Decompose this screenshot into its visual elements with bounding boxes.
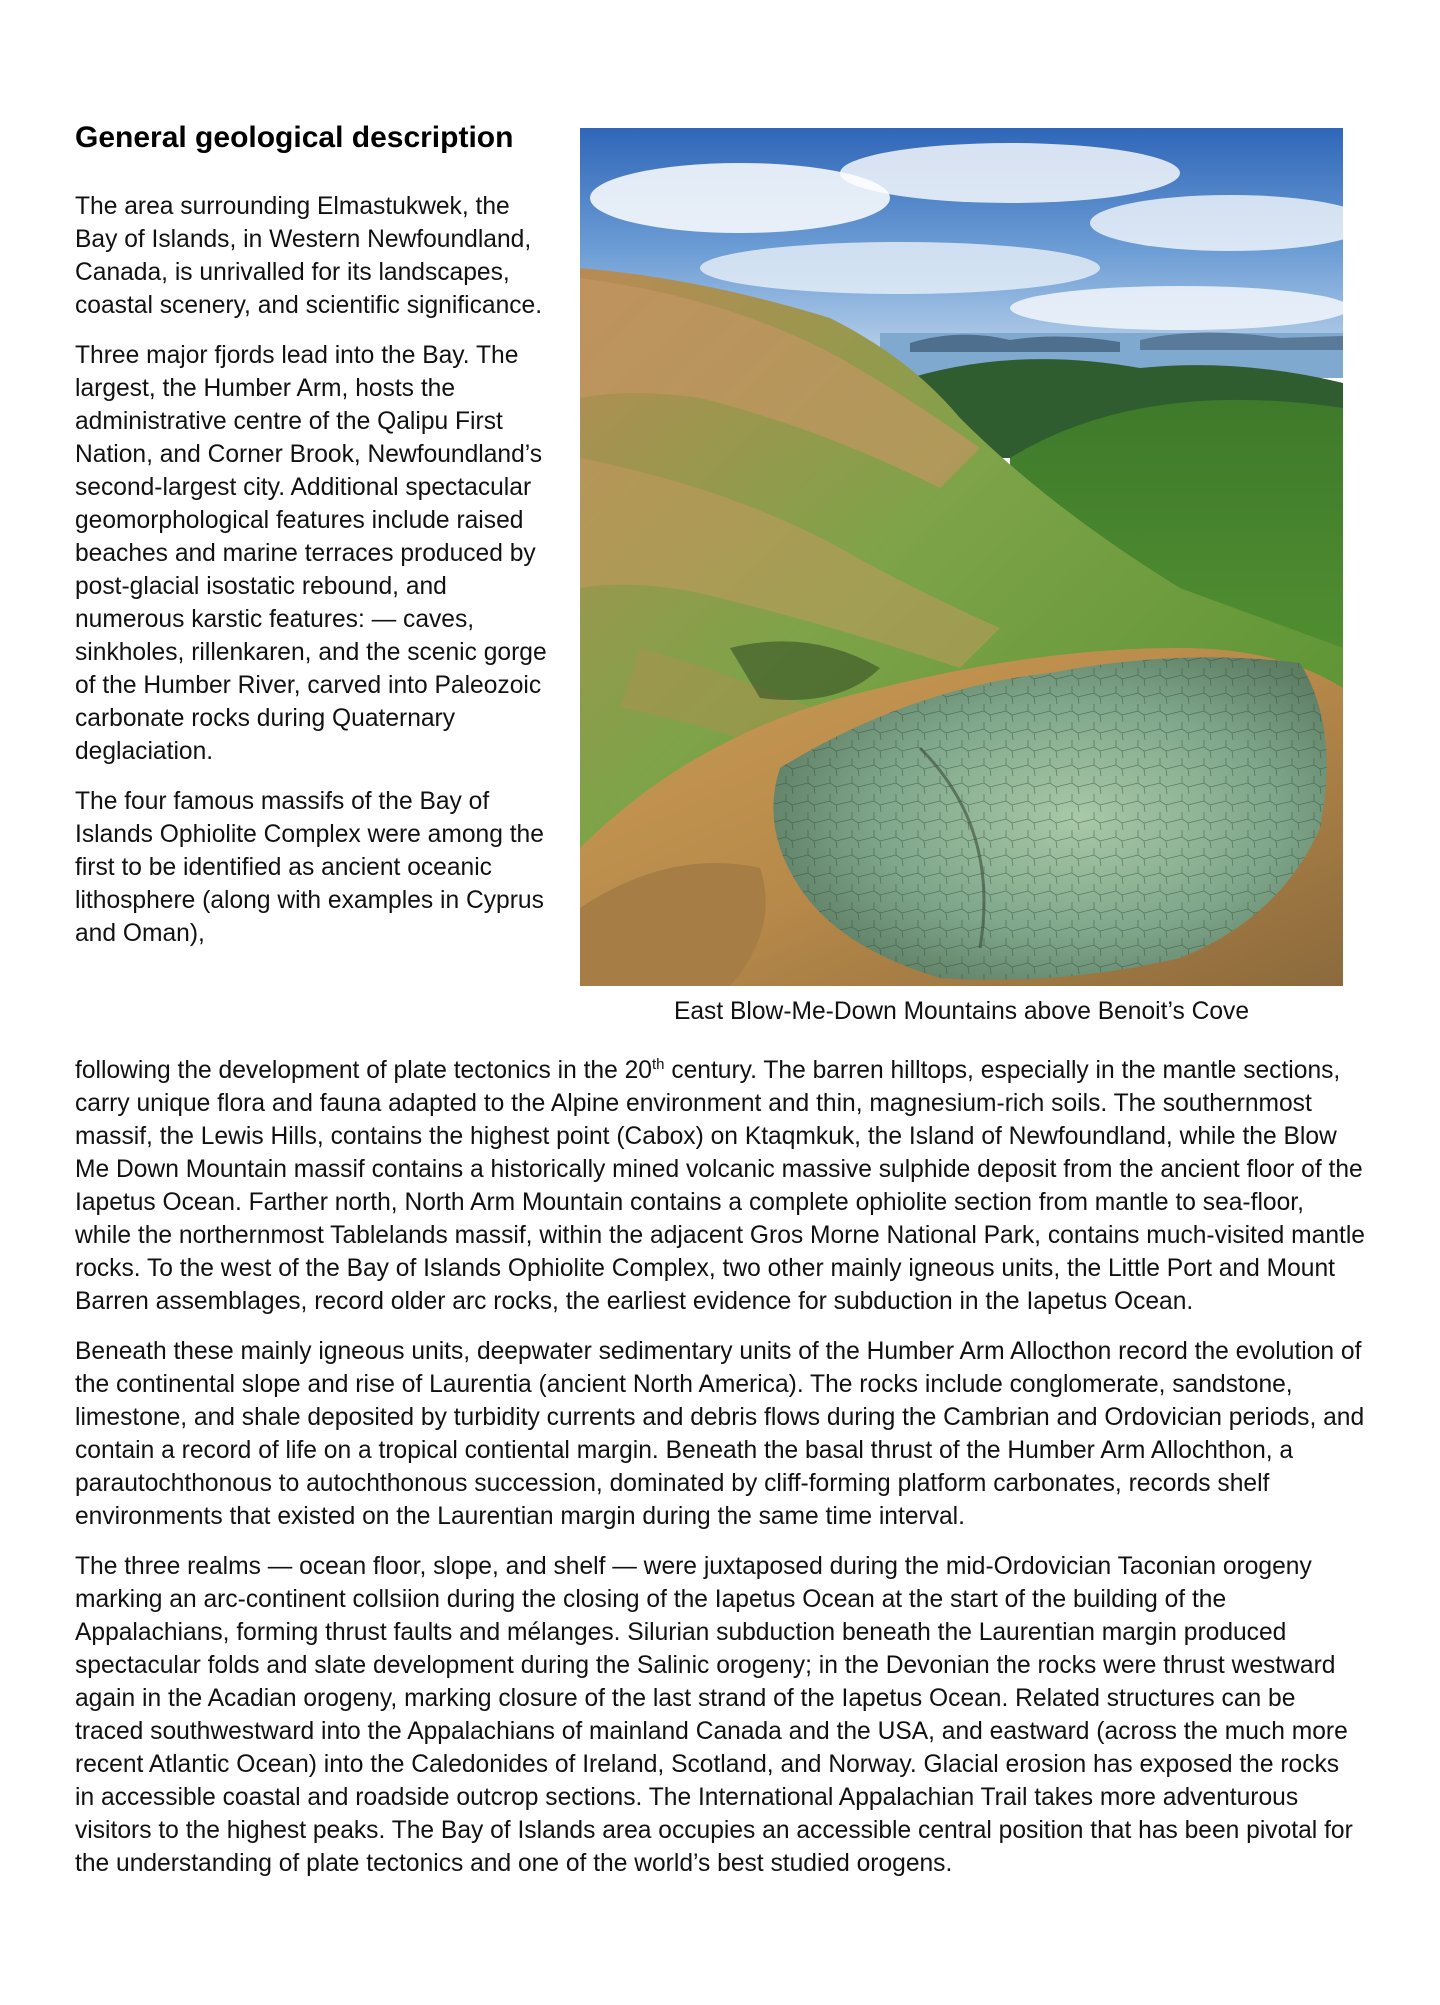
superscript: th — [651, 1055, 665, 1073]
paragraph-sedimentary: Beneath these mainly igneous units, deepwater sedimentary units of the Humber Arm Allocthon record the evolution of the continental slope and rise of Laurentia (ancient North America). The rocks include conglomerate, sandstone, limestone, and shale deposited by turbidity currents and debris flows during the Cambrian and Ordovician periods, and contain a record of life on a tropical contiental margin. Beneath the basal thrust of the Humber Arm Allochthon, a parautochthonous to autochthonous succession, dominated by cliff-forming platform carbonates, records shelf environments that existed on the Laurentian margin during the same time interval. — [75, 1338, 1365, 1530]
paragraph-intro: The area surrounding Elmastukwek, the Bay of Islands, in Western Newfoundland, Canada, is unrivalled for its landscapes, coastal scenery, and scientific significance. — [75, 193, 543, 319]
left-column — [75, 190, 550, 967]
section-heading: General geological description — [75, 121, 514, 154]
paragraph-ophiolite-lead: The four famous massifs of the Bay of Islands Ophiolite Complex were among the first to be identified as ancient oceanic lithosphere (along with examples in Cyprus and Oman), — [75, 788, 544, 947]
landscape-photo — [580, 128, 1343, 986]
paragraph-realms: The three realms — ocean floor, slope, and shelf — were juxtaposed during the mid-Ordovician Taconian orogeny marking an arc-continent collsiion during the closing of the Iapetus Ocean at the start of the building of the Appalachians, forming thrust faults and mélanges. Silurian subduction beneath the Laurentian margin produced spectacular folds and slate development during the Salinic orogeny; in the Devonian the rocks were thrust westward again in the Acadian orogeny, marking closure of the last strand of the Iapetus Ocean. Related structures can be traced southwestward into the Appalachians of mainland Canada and the USA, and eastward (across the much more recent Atlantic Ocean) into the Caledonides of Ireland, Scotland, and Norway. Glacial erosion has exposed the rocks in accessible coastal and roadside outcrop sections. The International Appalachian Trail takes more adventurous visitors to the highest peaks. The Bay of Islands area occupies an accessible central position that has been pivotal for the understanding of plate tectonics and one of the world’s best studied orogens. — [75, 1553, 1353, 1877]
landscape-figure — [580, 128, 1343, 1028]
text-span: century. The barren hilltops, especially in the mantle sections, carry unique flora and fauna adapted to the Alpine environment and thin, magnesium-rich soils. The southernmost massif, the Lewis Hills, contains the highest point (Cabox) on Ktaqmkuk, the Island of Newfoundland, while the Blow Me Down Mountain massif contains a historically mined volcanic massive sulphide deposit from the ancient floor of the Iapetus Ocean. Farther north, North Arm Mountain contains a complete ophiolite section from mantle to sea-floor, while the northernmost Tablelands massif, within the adjacent Gros Morne National Park, contains much-visited mantle rocks. To the west of the Bay of Islands Ophiolite Complex, two other mainly igneous units, the Little Port and Mount Barren assemblages, record older arc rocks, the earliest evidence for subduction in the Iapetus Ocean. — [75, 1057, 1365, 1315]
paragraph-ophiolite-continued — [75, 1054, 1365, 1318]
figure-caption: East Blow-Me-Down Mountains above Benoit’s Cove — [673, 998, 1250, 1025]
text-span: following the development of plate tectonics in the 20 — [75, 1057, 652, 1084]
full-width-text — [75, 1054, 1365, 1897]
paragraph-fjords: Three major fjords lead into the Bay. The largest, the Humber Arm, hosts the administrative centre of the Qalipu First Nation, and Corner Brook, Newfoundland’s second-largest city. Additional spectacular geomorphological features include raised beaches and marine terraces produced by post-glacial isostatic rebound, and numerous karstic features: — caves, sinkholes, rillenkaren, and the scenic gorge of the Humber River, carved into Paleozoic carbonate rocks during Quaternary deglaciation. — [75, 342, 547, 765]
